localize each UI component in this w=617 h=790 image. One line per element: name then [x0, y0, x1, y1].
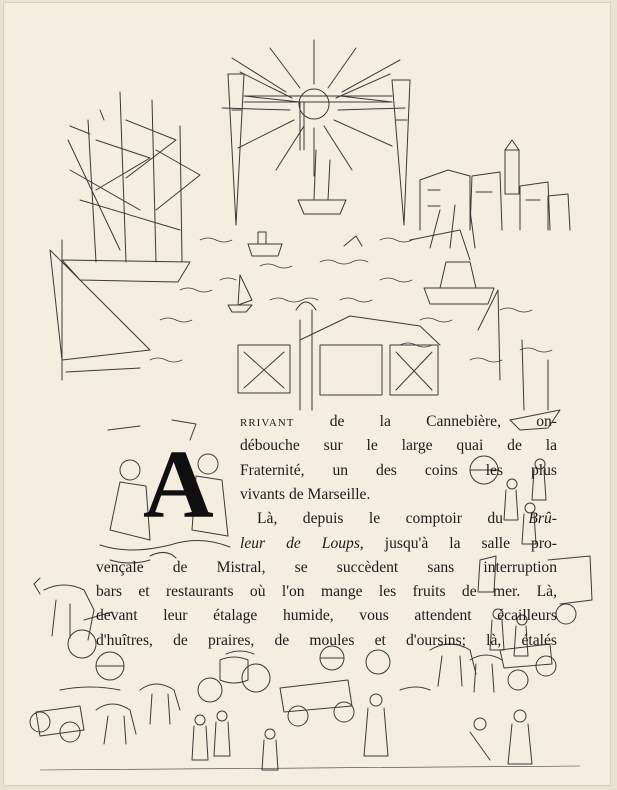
sun-rays [222, 40, 405, 176]
text-line-6 [240, 532, 557, 556]
sailing-ships-left [50, 92, 200, 380]
market-scene-bottom [30, 644, 580, 770]
line-1-rest: de la Cannebière, on- [294, 413, 557, 430]
text-line-8: bars et restaurants où l'on mange les fruits de mer. Là, [96, 583, 557, 601]
text-line-9: devant leur étalage humide, vous attendent écailleurs [96, 607, 557, 625]
text-line-5 [257, 507, 557, 531]
town-buildings-right [410, 140, 570, 260]
text-line-10: d'huîtres, de praires, de moules et d'oursins; là, étalés [96, 631, 557, 649]
small-caps-lead: rrivant [240, 413, 295, 430]
text-line-4: vivants de Marseille. [240, 485, 371, 503]
text-line-2: débouche sur le large quai de la [240, 437, 557, 455]
line-6-tail: , jusqu'à la salle pro- [359, 534, 558, 552]
text-line-7: vençale de Mistral, se succèdent sans interruption [96, 558, 557, 576]
text-line-1 [240, 410, 557, 434]
transporter-bridge [228, 74, 410, 225]
italic-leur-de-loups: leur de Loups [240, 534, 360, 552]
pavilion-stall [238, 302, 440, 410]
water-waves [150, 238, 552, 362]
text-line-3: Fraternité, un des coins les plus [240, 461, 557, 479]
line-5-text: Là, depuis le comptoir du [257, 510, 529, 528]
italic-bru: Brû- [528, 510, 557, 528]
drop-cap-letter: A [143, 431, 214, 539]
harbor-boats [228, 150, 560, 430]
